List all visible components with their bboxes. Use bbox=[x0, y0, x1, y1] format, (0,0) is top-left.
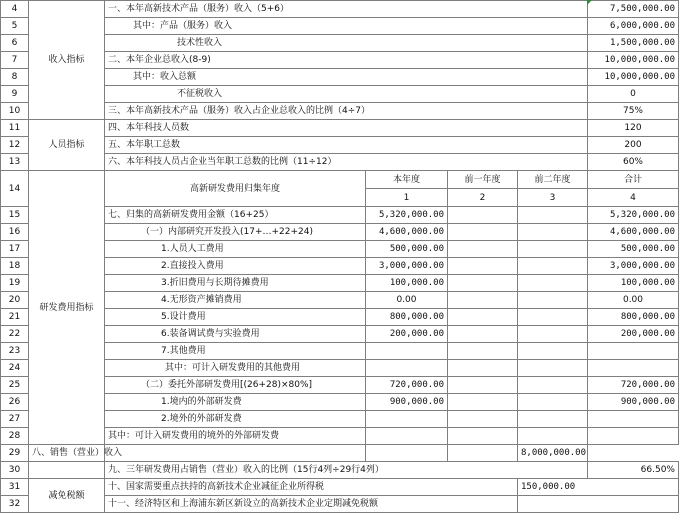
col-header: 本年度 bbox=[366, 171, 448, 189]
total-cell[interactable]: 900,000.00 bbox=[588, 394, 679, 411]
row-number: 31 bbox=[1, 479, 29, 496]
col-number: 2 bbox=[448, 189, 518, 207]
row-number: 22 bbox=[1, 326, 29, 343]
row-label: （二）委托外部研发费用[(26+28)×80%] bbox=[105, 377, 366, 394]
category-empty bbox=[29, 462, 105, 479]
year1-cell[interactable]: 3,000,000.00 bbox=[366, 258, 448, 275]
year2-cell[interactable] bbox=[448, 377, 518, 394]
total-cell[interactable]: 720,000.00 bbox=[588, 377, 679, 394]
row-number: 14 bbox=[1, 171, 29, 207]
row-number: 21 bbox=[1, 309, 29, 326]
category-income: 收入指标 bbox=[29, 1, 105, 120]
year2-cell[interactable] bbox=[448, 292, 518, 309]
year3-cell[interactable] bbox=[518, 241, 588, 258]
row-number: 12 bbox=[1, 137, 29, 154]
value-cell[interactable]: 10,000,000.00 bbox=[588, 69, 679, 86]
row-number: 6 bbox=[1, 35, 29, 52]
year1-cell[interactable]: 720,000.00 bbox=[366, 377, 448, 394]
row-label: 2.境外的外部研发费 bbox=[105, 411, 366, 428]
row-number: 26 bbox=[1, 394, 29, 411]
year1-cell[interactable] bbox=[366, 428, 448, 445]
category-rd: 研发费用指标 bbox=[29, 171, 105, 445]
row-11 bbox=[1, 120, 679, 137]
year2-cell[interactable] bbox=[448, 343, 518, 360]
total-cell[interactable]: 4,600,000.00 bbox=[588, 224, 679, 241]
year3-cell[interactable] bbox=[518, 224, 588, 241]
row-label: 其中：可计入研发费用的境外的外部研发费 bbox=[105, 428, 366, 445]
row-label: 六、本年科技人员占企业当年职工总数的比例（11÷12） bbox=[105, 154, 588, 171]
row-number: 15 bbox=[1, 207, 29, 224]
year2-cell[interactable] bbox=[448, 394, 518, 411]
year1-cell[interactable]: 900,000.00 bbox=[366, 394, 448, 411]
row-4 bbox=[1, 1, 679, 18]
total-cell[interactable]: 200,000.00 bbox=[588, 326, 679, 343]
row-number: 13 bbox=[1, 154, 29, 171]
year-header-label: 高新研发费用归集年度 bbox=[105, 171, 366, 207]
row-number: 32 bbox=[1, 496, 29, 513]
total-cell[interactable]: 0.00 bbox=[588, 292, 679, 309]
row-label: 九、三年研发费用占销售（营业）收入的比例（15行4列÷29行4列） bbox=[105, 462, 588, 479]
row-number: 17 bbox=[1, 241, 29, 258]
total-cell[interactable]: 8,000,000.00 bbox=[518, 445, 588, 462]
total-cell[interactable] bbox=[588, 411, 679, 428]
row-label: 1.境内的外部研发费 bbox=[105, 394, 366, 411]
row-label: 6.装备调试费与实验费用 bbox=[105, 326, 366, 343]
row-label: 七、归集的高新研发费用金额（16+25） bbox=[105, 207, 366, 224]
row-label: 3.折旧费用与长期待摊费用 bbox=[105, 275, 366, 292]
row-31 bbox=[1, 479, 679, 496]
row-30 bbox=[1, 462, 679, 479]
year1-cell[interactable] bbox=[366, 411, 448, 428]
year2-cell[interactable] bbox=[366, 445, 448, 462]
year2-cell[interactable] bbox=[448, 326, 518, 343]
year2-cell[interactable] bbox=[448, 258, 518, 275]
total-cell[interactable]: 100,000.00 bbox=[588, 275, 679, 292]
row-number: 27 bbox=[1, 411, 29, 428]
year3-cell[interactable] bbox=[448, 445, 518, 462]
year3-cell[interactable] bbox=[518, 428, 588, 445]
row-label: 5.设计费用 bbox=[105, 309, 366, 326]
year2-cell[interactable] bbox=[448, 428, 518, 445]
row-29 bbox=[1, 445, 679, 462]
value-cell[interactable]: 6,000,000.00 bbox=[588, 18, 679, 35]
year3-cell[interactable] bbox=[518, 411, 588, 428]
col-number: 3 bbox=[518, 189, 588, 207]
col-number: 1 bbox=[366, 189, 448, 207]
year3-cell[interactable] bbox=[518, 309, 588, 326]
row-number: 29 bbox=[1, 445, 29, 462]
row-number: 28 bbox=[1, 428, 29, 445]
col-header: 前二年度 bbox=[518, 171, 588, 189]
value-cell[interactable]: 0 bbox=[588, 86, 679, 103]
total-cell[interactable]: 3,000,000.00 bbox=[588, 258, 679, 275]
row-number: 9 bbox=[1, 86, 29, 103]
year2-cell[interactable] bbox=[448, 360, 518, 377]
row-label: 其中：产品（服务）收入 bbox=[105, 18, 588, 35]
year1-cell[interactable]: 5,320,000.00 bbox=[366, 207, 448, 224]
value-cell[interactable]: 60% bbox=[588, 154, 679, 171]
year2-cell[interactable] bbox=[448, 224, 518, 241]
total-cell[interactable] bbox=[588, 428, 679, 445]
row-number: 7 bbox=[1, 52, 29, 69]
value-cell[interactable]: 150,000.00 bbox=[518, 479, 679, 496]
year3-cell[interactable] bbox=[518, 343, 588, 360]
value-cell[interactable]: 1,500,000.00 bbox=[588, 35, 679, 52]
row-number: 5 bbox=[1, 18, 29, 35]
total-cell[interactable]: 500,000.00 bbox=[588, 241, 679, 258]
year3-cell[interactable] bbox=[518, 360, 588, 377]
year2-cell[interactable] bbox=[448, 207, 518, 224]
value-cell[interactable]: 7,500,000.00 bbox=[588, 1, 679, 18]
col-header: 合计 bbox=[588, 171, 679, 189]
row-number: 20 bbox=[1, 292, 29, 309]
row-label: 4.无形资产摊销费用 bbox=[105, 292, 366, 309]
value-cell[interactable] bbox=[518, 496, 679, 513]
row-label: 1.人员人工费用 bbox=[105, 241, 366, 258]
year2-cell[interactable] bbox=[448, 411, 518, 428]
year2-cell[interactable] bbox=[448, 275, 518, 292]
row-label: 十一、经济特区和上海浦东新区新设立的高新技术企业定期减免税额 bbox=[105, 496, 518, 513]
year3-cell[interactable] bbox=[518, 326, 588, 343]
year1-cell[interactable]: 100,000.00 bbox=[366, 275, 448, 292]
row-label: 其中：收入总额 bbox=[105, 69, 588, 86]
row-number: 24 bbox=[1, 360, 29, 377]
year1-cell[interactable]: 4,600,000.00 bbox=[366, 224, 448, 241]
row-label: 一、本年高新技术产品（服务）收入（5+6） bbox=[105, 1, 588, 18]
year3-cell[interactable] bbox=[518, 258, 588, 275]
col-header: 前一年度 bbox=[448, 171, 518, 189]
row-label: 五、本年职工总数 bbox=[105, 137, 588, 154]
row-label: 三、本年高新技术产品（服务）收入占企业总收入的比例（4÷7） bbox=[105, 103, 588, 120]
col-number: 4 bbox=[588, 189, 679, 207]
row-label: 二、本年企业总收入(8-9) bbox=[105, 52, 588, 69]
value-cell[interactable]: 120 bbox=[588, 120, 679, 137]
row-number: 18 bbox=[1, 258, 29, 275]
row-number: 19 bbox=[1, 275, 29, 292]
row-label: （一）内部研究开发投入(17+…+22+24) bbox=[105, 224, 366, 241]
row-label: 不征税收入 bbox=[105, 86, 588, 103]
year1-cell[interactable]: 500,000.00 bbox=[366, 241, 448, 258]
category-staff: 人员指标 bbox=[29, 120, 105, 171]
year3-cell[interactable] bbox=[518, 394, 588, 411]
year1-cell[interactable]: 200,000.00 bbox=[366, 326, 448, 343]
row-14a bbox=[1, 171, 679, 189]
row-label: 2.直接投入费用 bbox=[105, 258, 366, 275]
total-cell[interactable] bbox=[588, 343, 679, 360]
row-number: 10 bbox=[1, 103, 29, 120]
year2-cell[interactable] bbox=[448, 309, 518, 326]
row-number: 30 bbox=[1, 462, 29, 479]
total-cell[interactable]: 5,320,000.00 bbox=[588, 207, 679, 224]
row-number: 11 bbox=[1, 120, 29, 137]
row-number: 23 bbox=[1, 343, 29, 360]
year1-cell[interactable]: 800,000.00 bbox=[366, 309, 448, 326]
year1-cell[interactable] bbox=[105, 445, 366, 462]
row-number: 25 bbox=[1, 377, 29, 394]
year1-cell[interactable] bbox=[366, 360, 448, 377]
total-cell[interactable]: 800,000.00 bbox=[588, 309, 679, 326]
row-label: 其中：可计入研发费用的其他费用 bbox=[105, 360, 366, 377]
year3-cell[interactable] bbox=[518, 292, 588, 309]
row-number: 16 bbox=[1, 224, 29, 241]
year3-cell[interactable] bbox=[518, 207, 588, 224]
total-cell[interactable] bbox=[588, 360, 679, 377]
value-cell[interactable]: 200 bbox=[588, 137, 679, 154]
year2-cell[interactable] bbox=[448, 241, 518, 258]
value-cell[interactable]: 10,000,000.00 bbox=[588, 52, 679, 69]
row-label: 技术性收入 bbox=[105, 35, 588, 52]
year3-cell[interactable] bbox=[518, 275, 588, 292]
year1-cell[interactable] bbox=[366, 343, 448, 360]
row-label: 四、本年科技人员数 bbox=[105, 120, 588, 137]
row-label: 十、国家需要重点扶持的高新技术企业减征企业所得税 bbox=[105, 479, 518, 496]
year3-cell[interactable] bbox=[518, 377, 588, 394]
value-cell[interactable]: 66.50% bbox=[588, 462, 679, 479]
category-relief: 减免税额 bbox=[29, 479, 105, 513]
row-label: 7.其他费用 bbox=[105, 343, 366, 360]
row-number: 4 bbox=[1, 1, 29, 18]
row-number: 8 bbox=[1, 69, 29, 86]
row-label: 八、销售（营业）收入 bbox=[29, 445, 105, 462]
value-cell[interactable]: 75% bbox=[588, 103, 679, 120]
year1-cell[interactable]: 0.00 bbox=[366, 292, 448, 309]
